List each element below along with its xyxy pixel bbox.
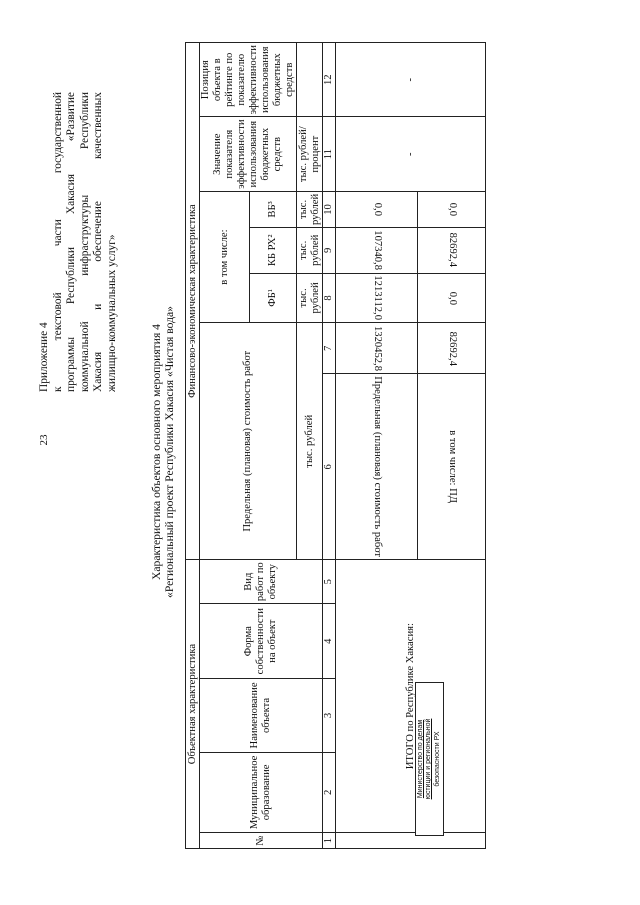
- col-municipal-header: Муниципальное образование: [200, 752, 323, 832]
- col-ownership-header: Форма собственности на объект: [200, 604, 323, 679]
- appendix-line-6: жилищно-коммунальных услуг»: [105, 234, 118, 392]
- total-number-empty: [336, 833, 486, 849]
- col-work-type-header: Вид работ по объекту: [200, 560, 323, 604]
- row2-total: [418, 323, 486, 374]
- appendix-line-4: коммунальной инфраструктуры Республики: [78, 92, 91, 392]
- column-number: 1: [323, 833, 336, 849]
- row2-kb-text: 82692,4: [446, 233, 458, 268]
- stamp-line-3: безопасности РХ: [433, 731, 441, 787]
- row2-fb: [418, 273, 486, 323]
- column-number: 11: [323, 117, 336, 191]
- col-rating-header: Позиция объекта в рейтинге по показателю эффективности использования бюджетных средств: [200, 43, 297, 117]
- col-indicator-header: Значение показателя эффективности использования бюджетных средств: [200, 117, 297, 191]
- unit-indicator: тыс. рублей/ процент: [297, 117, 323, 191]
- column-number: 5: [323, 560, 336, 604]
- unit-rating-empty: [297, 43, 323, 117]
- column-number: 9: [323, 227, 336, 273]
- row1-label-text: Предельная (плановая) стоимость работ: [371, 376, 383, 558]
- row1-fb: [336, 273, 418, 323]
- row2-label-text: в том числе: ПД: [446, 430, 458, 504]
- column-number: 4: [323, 604, 336, 679]
- appendix-header: [38, 92, 120, 392]
- row2-fb-text: 0,0: [446, 291, 458, 305]
- stamp-line-1: Министерство по делам: [417, 719, 424, 799]
- stamp-line-2: юстиции и региональной: [425, 718, 433, 800]
- registration-stamp: [415, 682, 444, 836]
- row1-fb-text: 1213112,0: [371, 275, 383, 321]
- column-number: 10: [323, 191, 336, 227]
- appendix-line-3: программы Республики Хакасия «Развитие: [65, 92, 78, 392]
- col-object-name-header: Наименование объекта: [200, 679, 323, 752]
- col-including-header: в том числе:: [200, 191, 250, 322]
- appendix-line-2: к текстовой части государственной: [51, 92, 64, 392]
- row1-kb: [336, 227, 418, 273]
- row2-vb: [418, 191, 486, 227]
- col-kb-header: КБ РХ²: [250, 227, 297, 273]
- column-number: 12: [323, 43, 336, 117]
- total-label: ИТОГО по Республике Хакасия:: [336, 560, 486, 833]
- group-finance-header: Финансово-экономическая характеристика: [186, 43, 200, 560]
- unit-rub: тыс. рублей: [297, 323, 323, 560]
- column-number: 8: [323, 273, 336, 323]
- title-line-2: «Региональный проект Республики Хакасия «Чистая вода»: [163, 306, 177, 598]
- unit-kb: тыс. рублей: [297, 227, 323, 273]
- total-row-limit: [336, 43, 418, 849]
- unit-fb: тыс. рублей: [297, 273, 323, 323]
- col-vb-header: ВБ³: [250, 191, 297, 227]
- page-number: 23: [38, 434, 50, 446]
- appendix-line-5: Хакасия и обеспечение качественных: [92, 92, 105, 392]
- group-object-header: Объектная характеристика: [186, 560, 200, 849]
- column-number: 2: [323, 752, 336, 832]
- row1-total: [336, 323, 418, 374]
- row2-label: [418, 374, 486, 560]
- column-number: 7: [323, 323, 336, 374]
- rating-value: -: [336, 43, 486, 117]
- row1-vb: [336, 191, 418, 227]
- indicator-value: -: [336, 117, 486, 191]
- row2-vb-text: 0,0: [446, 202, 458, 217]
- column-number: 6: [323, 374, 336, 560]
- row2-kb: [418, 227, 486, 273]
- title-line-1: Характеристика объектов основного мероприятия 4: [150, 324, 163, 580]
- row1-vb-text: 0,0: [371, 202, 383, 217]
- rotated-page-content: [20, 42, 620, 862]
- col-fb-header: ФБ¹: [250, 273, 297, 323]
- unit-vb: тыс. рублей: [297, 191, 323, 227]
- row1-label: [336, 374, 418, 560]
- document-title: [150, 42, 177, 862]
- col-number-header: №: [200, 833, 323, 849]
- row2-total-text: 82692,4: [446, 331, 458, 366]
- appendix-line-1: Приложение 4: [38, 322, 50, 392]
- row1-kb-text: 107340,8: [371, 230, 383, 271]
- col-limit-cost-header: Предельная (плановая) стоимость работ: [200, 323, 297, 560]
- column-number: 3: [323, 679, 336, 752]
- row1-total-text: 1320452,8: [371, 325, 383, 371]
- column-numbers-row: [323, 43, 336, 849]
